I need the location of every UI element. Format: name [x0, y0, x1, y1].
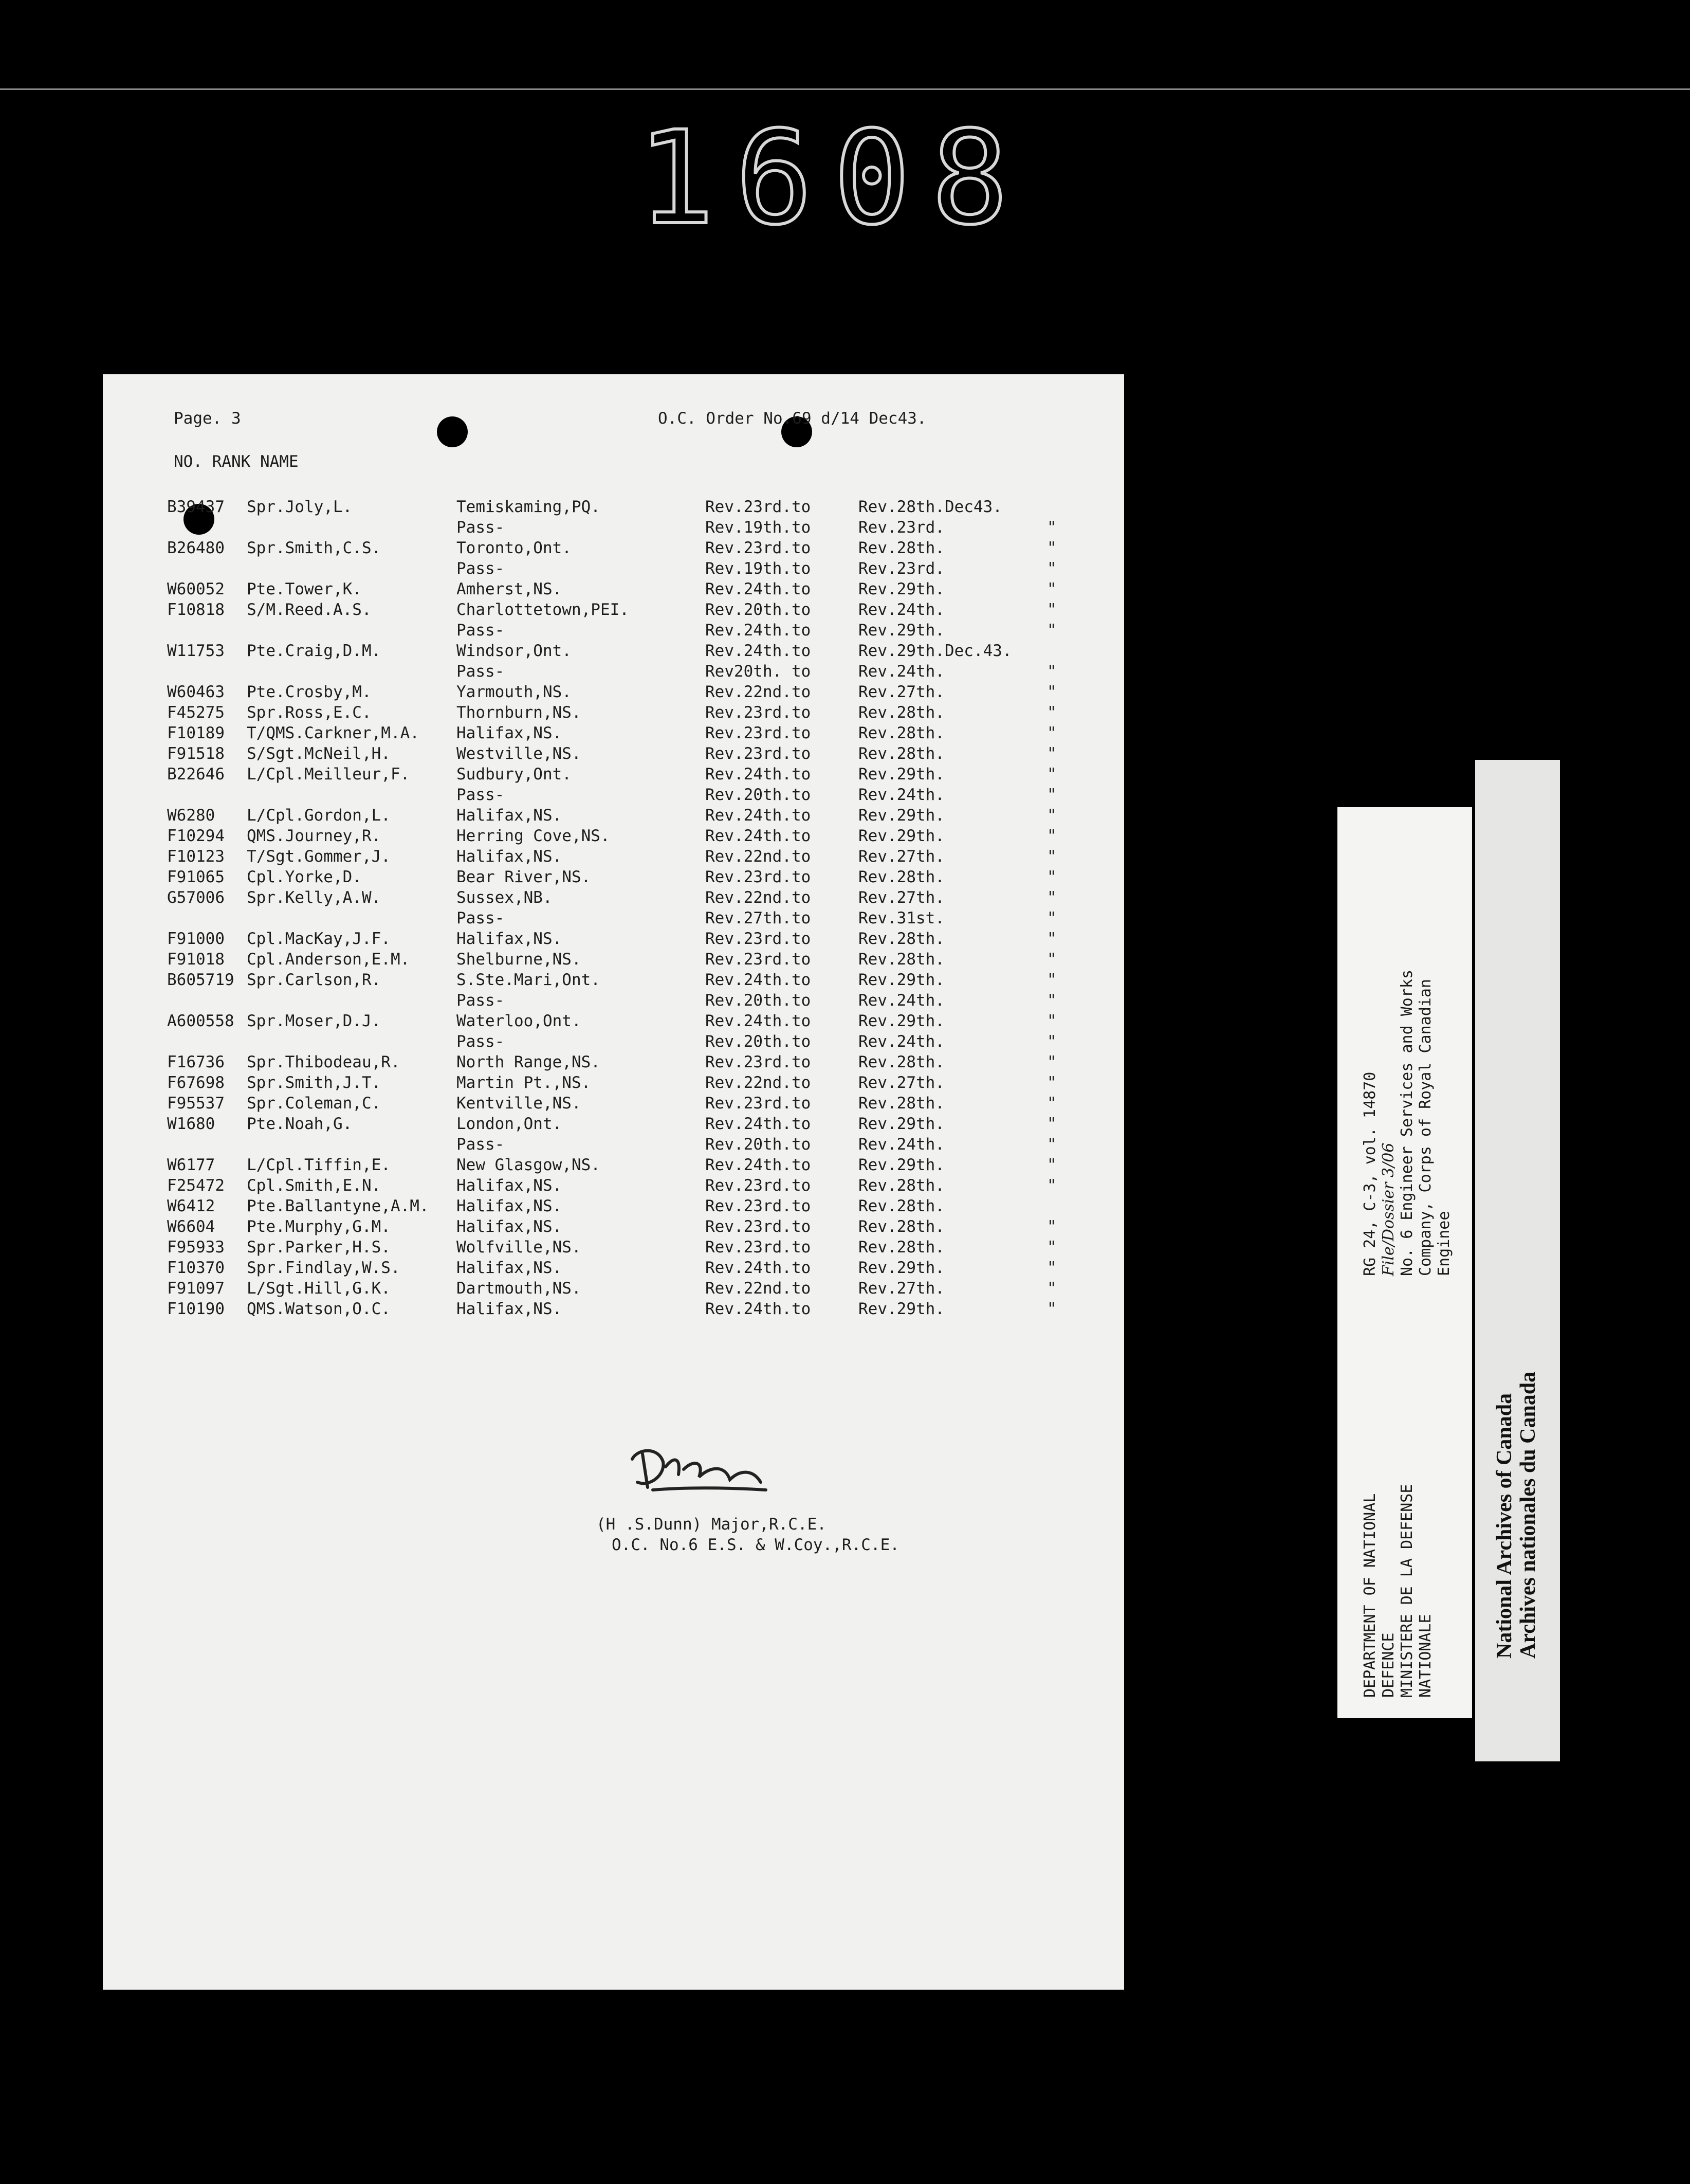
destination: Halifax,NS. — [456, 1197, 562, 1215]
service-number: F45275 — [167, 703, 225, 722]
leave-from: Rev.23rd.to — [705, 1053, 811, 1071]
signatory-name: (H .S.Dunn) Major,R.C.E. — [596, 1515, 826, 1534]
handwritten-signature — [622, 1439, 776, 1505]
leave-from: Rev.23rd.to — [705, 498, 811, 516]
rank-name: Spr.Parker,H.S. — [247, 1238, 391, 1257]
signatory-title: O.C. No.6 E.S. & W.Coy.,R.C.E. — [612, 1536, 899, 1554]
column-header: NO. RANK NAME — [174, 452, 299, 471]
leave-from: Rev.22nd.to — [705, 1279, 811, 1298]
rank-name: S/M.Reed.A.S. — [247, 600, 372, 619]
leave-to: Rev.28th. — [858, 539, 945, 557]
leave-to: Rev.28th. — [858, 724, 945, 742]
leave-to: Rev.29th. — [858, 827, 945, 845]
rank-name: Spr.Smith,J.T. — [247, 1073, 381, 1092]
service-number: F67698 — [167, 1073, 225, 1092]
destination: Halifax,NS. — [456, 724, 562, 742]
ditto-mark: " — [1047, 539, 1057, 557]
leave-from: Rev.19th.to — [705, 559, 811, 578]
leave-to: Rev.28th. — [858, 950, 945, 969]
service-number: A600558 — [167, 1012, 234, 1030]
destination: New Glasgow,NS. — [456, 1156, 600, 1174]
leave-to: Rev.31st. — [858, 909, 945, 927]
service-number: W6177 — [167, 1156, 215, 1174]
leave-from: Rev.23rd.to — [705, 1094, 811, 1113]
leave-from: Rev.24th.to — [705, 1115, 811, 1133]
service-number: W6604 — [167, 1217, 215, 1236]
destination: North Range,NS. — [456, 1053, 600, 1071]
leave-from: Rev.24th.to — [705, 580, 811, 598]
ditto-mark: " — [1047, 621, 1057, 640]
leave-to: Rev.29th. — [858, 806, 945, 825]
destination: Yarmouth,NS. — [456, 683, 572, 701]
ditto-mark: " — [1047, 950, 1057, 969]
leave-from: Rev.23rd.to — [705, 703, 811, 722]
rank-name: L/Cpl.Meilleur,F. — [247, 765, 410, 784]
ditto-mark: " — [1047, 888, 1057, 907]
leave-from: Rev.23rd.to — [705, 868, 811, 886]
ditto-mark: " — [1047, 847, 1057, 866]
destination: Amherst,NS. — [456, 580, 562, 598]
leave-to: Rev.29th. — [858, 621, 945, 640]
rank-name: Spr.Kelly,A.W. — [247, 888, 381, 907]
rank-name: Spr.Coleman,C. — [247, 1094, 381, 1113]
destination: Westville,NS. — [456, 744, 581, 763]
destination: Pass- — [456, 1135, 505, 1154]
rank-name: Pte.Ballantyne,A.M. — [247, 1197, 429, 1215]
destination: Halifax,NS. — [456, 930, 562, 948]
destination: Pass- — [456, 559, 505, 578]
leave-to: Rev.24th. — [858, 1032, 945, 1051]
punch-hole — [437, 416, 468, 447]
ditto-mark: " — [1047, 518, 1057, 537]
leave-to: Rev.29th. — [858, 1259, 945, 1277]
leave-to: Rev.28th. — [858, 1094, 945, 1113]
archive-reference-label — [1337, 807, 1472, 1718]
ditto-mark: " — [1047, 786, 1057, 804]
service-number: F10189 — [167, 724, 225, 742]
leave-to: Rev.29th. — [858, 580, 945, 598]
ditto-mark: " — [1047, 1238, 1057, 1257]
ditto-mark: " — [1047, 971, 1057, 989]
destination: Temiskaming,PQ. — [456, 498, 600, 516]
reference-block: RG 24, C-3, vol. 14870 File/Dossier 3/06 No. 6 Engineer Services and Works Company, Corps of Royal Canadian Enginee — [1361, 969, 1453, 1276]
rank-name: Pte.Craig,D.M. — [247, 642, 381, 660]
film-top-rule — [0, 88, 1690, 90]
service-number: B39437 — [167, 498, 225, 516]
leave-from: Rev.23rd.to — [705, 724, 811, 742]
service-number: W6280 — [167, 806, 215, 825]
service-number: F95537 — [167, 1094, 225, 1113]
destination: Martin Pt.,NS. — [456, 1073, 591, 1092]
leave-from: Rev.22nd.to — [705, 1073, 811, 1092]
rank-name: Spr.Carlson,R. — [247, 971, 381, 989]
leave-from: Rev.20th.to — [705, 991, 811, 1010]
rank-name: QMS.Journey,R. — [247, 827, 381, 845]
leave-from: Rev.24th.to — [705, 1012, 811, 1030]
destination: Pass- — [456, 1032, 505, 1051]
ditto-mark: " — [1047, 580, 1057, 598]
service-number: W6412 — [167, 1197, 215, 1215]
ditto-mark: " — [1047, 683, 1057, 701]
rank-name: Cpl.Anderson,E.M. — [247, 950, 410, 969]
leave-from: Rev.24th.to — [705, 1156, 811, 1174]
ditto-mark: " — [1047, 1115, 1057, 1133]
ditto-mark: " — [1047, 662, 1057, 681]
destination: Thornburn,NS. — [456, 703, 581, 722]
leave-from: Rev.20th.to — [705, 786, 811, 804]
leave-to: Rev.29th. — [858, 1115, 945, 1133]
service-number: W1680 — [167, 1115, 215, 1133]
rank-name: S/Sgt.McNeil,H. — [247, 744, 391, 763]
leave-from: Rev.24th.to — [705, 827, 811, 845]
ditto-mark: " — [1047, 868, 1057, 886]
ditto-mark: " — [1047, 703, 1057, 722]
service-number: B605719 — [167, 971, 234, 989]
leave-from: Rev.20th.to — [705, 1135, 811, 1154]
leave-to: Rev.28th. — [858, 744, 945, 763]
destination: Sudbury,Ont. — [456, 765, 572, 784]
destination: Bear River,NS. — [456, 868, 591, 886]
rank-name: Cpl.Smith,E.N. — [247, 1176, 381, 1195]
service-number: F10123 — [167, 847, 225, 866]
leave-from: Rev.24th.to — [705, 971, 811, 989]
ditto-mark: " — [1047, 724, 1057, 742]
service-number: F91518 — [167, 744, 225, 763]
leave-to: Rev.29th. — [858, 765, 945, 784]
leave-from: Rev.24th.to — [705, 1300, 811, 1318]
rank-name: Spr.Smith,C.S. — [247, 539, 381, 557]
ditto-mark: " — [1047, 600, 1057, 619]
leave-from: Rev.23rd.to — [705, 1217, 811, 1236]
leave-to: Rev.28th. — [858, 1176, 945, 1195]
service-number: B22646 — [167, 765, 225, 784]
service-number: W60463 — [167, 683, 225, 701]
service-number: F91000 — [167, 930, 225, 948]
destination: Herring Cove,NS. — [456, 827, 610, 845]
leave-from: Rev.24th.to — [705, 1259, 811, 1277]
rank-name: Spr.Ross,E.C. — [247, 703, 372, 722]
destination: Pass- — [456, 621, 505, 640]
destination: Wolfville,NS. — [456, 1238, 581, 1257]
destination: Windsor,Ont. — [456, 642, 572, 660]
leave-to: Rev.23rd. — [858, 559, 945, 578]
leave-to: Rev.29th. — [858, 1156, 945, 1174]
leave-to: Rev.24th. — [858, 991, 945, 1010]
ditto-mark: " — [1047, 1053, 1057, 1071]
ditto-mark: " — [1047, 559, 1057, 578]
rank-name: Spr.Thibodeau,R. — [247, 1053, 400, 1071]
service-number: W11753 — [167, 642, 225, 660]
page-label: Page. 3 — [174, 409, 241, 428]
leave-to: Rev.29th. — [858, 971, 945, 989]
leave-to: Rev.28th. — [858, 1217, 945, 1236]
service-number: W60052 — [167, 580, 225, 598]
service-number: F91065 — [167, 868, 225, 886]
destination: Kentville,NS. — [456, 1094, 581, 1113]
ditto-mark: " — [1047, 1300, 1057, 1318]
service-number: F95933 — [167, 1238, 225, 1257]
leave-from: Rev.23rd.to — [705, 930, 811, 948]
service-number: F91097 — [167, 1279, 225, 1298]
leave-to: Rev.27th. — [858, 1073, 945, 1092]
destination: Halifax,NS. — [456, 1259, 562, 1277]
leave-to: Rev.28th. — [858, 930, 945, 948]
service-number: F25472 — [167, 1176, 225, 1195]
rank-name: T/Sgt.Gommer,J. — [247, 847, 391, 866]
ditto-mark: " — [1047, 1073, 1057, 1092]
rank-name: Spr.Moser,D.J. — [247, 1012, 381, 1030]
ditto-mark: " — [1047, 1135, 1057, 1154]
ditto-mark: " — [1047, 930, 1057, 948]
leave-from: Rev.23rd.to — [705, 744, 811, 763]
rank-name: L/Sgt.Hill,G.K. — [247, 1279, 391, 1298]
destination: Halifax,NS. — [456, 847, 562, 866]
leave-to: Rev.28th. — [858, 1238, 945, 1257]
service-number: F10370 — [167, 1259, 225, 1277]
rank-name: T/QMS.Carkner,M.A. — [247, 724, 419, 742]
frame-number: 1608 — [637, 103, 1030, 253]
rank-name: L/Cpl.Gordon,L. — [247, 806, 391, 825]
destination: London,Ont. — [456, 1115, 562, 1133]
leave-from: Rev.23rd.to — [705, 1197, 811, 1215]
leave-to: Rev.28th. — [858, 703, 945, 722]
destination: Shelburne,NS. — [456, 950, 581, 969]
leave-from: Rev.23rd.to — [705, 1176, 811, 1195]
archives-stamp: National Archives of Canada Archives nationales du Canada — [1493, 1371, 1540, 1659]
destination: Toronto,Ont. — [456, 539, 572, 557]
destination: Sussex,NB. — [456, 888, 553, 907]
destination: Waterloo,Ont. — [456, 1012, 581, 1030]
ditto-mark: " — [1047, 909, 1057, 927]
ditto-mark: " — [1047, 1094, 1057, 1113]
rank-name: QMS.Watson,O.C. — [247, 1300, 391, 1318]
leave-to: Rev.27th. — [858, 847, 945, 866]
service-number: G57006 — [167, 888, 225, 907]
leave-to: Rev.24th. — [858, 1135, 945, 1154]
ditto-mark: " — [1047, 991, 1057, 1010]
destination: Dartmouth,NS. — [456, 1279, 581, 1298]
leave-from: Rev.22nd.to — [705, 888, 811, 907]
destination: Halifax,NS. — [456, 1217, 562, 1236]
ditto-mark: " — [1047, 744, 1057, 763]
department-block: DEPARTMENT OF NATIONAL DEFENCE MINISTERE DE LA DEFENSE NATIONALE — [1361, 1484, 1435, 1698]
rank-name: Pte.Murphy,G.M. — [247, 1217, 391, 1236]
leave-from: Rev.27th.to — [705, 909, 811, 927]
leave-from: Rev20th. to — [705, 662, 811, 681]
leave-from: Rev.24th.to — [705, 806, 811, 825]
leave-to: Rev.24th. — [858, 662, 945, 681]
leave-to: Rev.29th.Dec.43. — [858, 642, 1012, 660]
leave-to: Rev.28th. — [858, 868, 945, 886]
leave-from: Rev.19th.to — [705, 518, 811, 537]
rank-name: Cpl.Yorke,D. — [247, 868, 362, 886]
ditto-mark: " — [1047, 1279, 1057, 1298]
ditto-mark: " — [1047, 1217, 1057, 1236]
leave-from: Rev.22nd.to — [705, 847, 811, 866]
leave-from: Rev.24th.to — [705, 765, 811, 784]
ditto-mark: " — [1047, 1259, 1057, 1277]
destination: Pass- — [456, 909, 505, 927]
leave-to: Rev.24th. — [858, 600, 945, 619]
leave-to: Rev.28th.Dec43. — [858, 498, 1002, 516]
ditto-mark: " — [1047, 1176, 1057, 1195]
destination: Halifax,NS. — [456, 1300, 562, 1318]
leave-to: Rev.28th. — [858, 1053, 945, 1071]
leave-to: Rev.29th. — [858, 1300, 945, 1318]
service-number: F10190 — [167, 1300, 225, 1318]
rank-name: Pte.Noah,G. — [247, 1115, 353, 1133]
service-number: F10818 — [167, 600, 225, 619]
leave-to: Rev.27th. — [858, 1279, 945, 1298]
ditto-mark: " — [1047, 1032, 1057, 1051]
archives-stamp-card — [1475, 760, 1560, 1761]
ditto-mark: " — [1047, 827, 1057, 845]
rank-name: Spr.Joly,L. — [247, 498, 353, 516]
leave-to: Rev.27th. — [858, 683, 945, 701]
destination: Charlottetown,PEI. — [456, 600, 629, 619]
destination: Pass- — [456, 662, 505, 681]
ditto-mark: " — [1047, 765, 1057, 784]
leave-to: Rev.27th. — [858, 888, 945, 907]
rank-name: Spr.Findlay,W.S. — [247, 1259, 400, 1277]
ditto-mark: " — [1047, 806, 1057, 825]
leave-from: Rev.22nd.to — [705, 683, 811, 701]
leave-to: Rev.28th. — [858, 1197, 945, 1215]
rank-name: L/Cpl.Tiffin,E. — [247, 1156, 391, 1174]
leave-from: Rev.23rd.to — [705, 1238, 811, 1257]
ditto-mark: " — [1047, 1156, 1057, 1174]
leave-from: Rev.24th.to — [705, 642, 811, 660]
order-reference: O.C. Order No.69 d/14 Dec43. — [658, 409, 927, 428]
destination: Pass- — [456, 991, 505, 1010]
rank-name: Pte.Crosby,M. — [247, 683, 372, 701]
destination: Halifax,NS. — [456, 1176, 562, 1195]
leave-from: Rev.20th.to — [705, 600, 811, 619]
service-number: B26480 — [167, 539, 225, 557]
destination: S.Ste.Mari,Ont. — [456, 971, 600, 989]
leave-from: Rev.24th.to — [705, 621, 811, 640]
order-page — [103, 374, 1124, 1990]
leave-to: Rev.29th. — [858, 1012, 945, 1030]
leave-to: Rev.23rd. — [858, 518, 945, 537]
ditto-mark: " — [1047, 1012, 1057, 1030]
service-number: F10294 — [167, 827, 225, 845]
leave-to: Rev.24th. — [858, 786, 945, 804]
service-number: F91018 — [167, 950, 225, 969]
destination: Halifax,NS. — [456, 806, 562, 825]
leave-from: Rev.23rd.to — [705, 950, 811, 969]
leave-from: Rev.23rd.to — [705, 539, 811, 557]
rank-name: Pte.Tower,K. — [247, 580, 362, 598]
leave-from: Rev.20th.to — [705, 1032, 811, 1051]
destination: Pass- — [456, 518, 505, 537]
destination: Pass- — [456, 786, 505, 804]
rank-name: Cpl.MacKay,J.F. — [247, 930, 391, 948]
service-number: F16736 — [167, 1053, 225, 1071]
